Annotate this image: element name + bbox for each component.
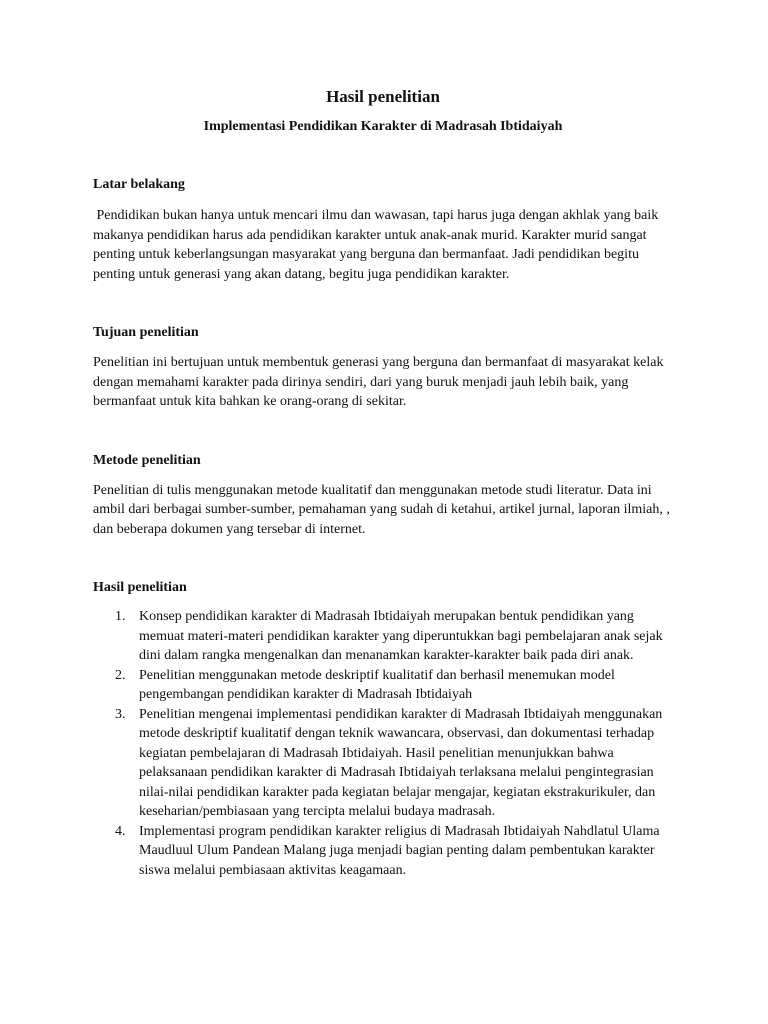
section-body-latar-belakang: Pendidikan bukan hanya untuk mencari ilmu dan wawasan, tapi harus juga dengan akhlak yang baik makanya pendidikan harus ada pendidikan karakter untuk anak-anak murid. Karakter murid sangat penting untuk keberlangsungan masyarakat yang berguna dan bermanfaat. Jadi pendidikan begitu penting untuk generasi yang akan datang, begitu juga pendidikan karakter.	[93, 208, 662, 282]
list-item	[93, 607, 673, 666]
section-heading-metode-penelitian: Metode penelitian	[93, 452, 201, 468]
result-list	[93, 607, 673, 880]
section-heading-latar-belakang: Latar belakang	[93, 177, 185, 192]
list-item-text: Penelitian menggunakan metode deskriptif kualitatif dan berhasil menemukan model pengembangan pendidikan karakter di Madrasah Ibtidaiyah	[139, 667, 615, 702]
section-body-tujuan-penelitian: Penelitian ini bertujuan untuk membentuk generasi yang berguna dan bermanfaat di masyarakat kelak dengan memahami karakter pada dirinya sendiri, dari yang buruk menjadi jauh lebih baik, yang bermanfaat untuk kita bahkan ke orang-orang di sekitar.	[93, 355, 664, 409]
document-title: Hasil penelitian	[326, 87, 440, 106]
section-heading-tujuan-penelitian: Tujuan penelitian	[93, 325, 199, 340]
list-item-number: 4.	[115, 823, 126, 839]
list-item	[93, 705, 673, 822]
document-subtitle: Implementasi Pendidikan Karakter di Madrasah Ibtidaiyah	[203, 119, 563, 134]
document-page	[93, 86, 673, 880]
section-heading-hasil-penelitian: Hasil penelitian	[93, 580, 187, 595]
list-item-number: 3.	[115, 706, 126, 722]
list-item-text: Konsep pendidikan karakter di Madrasah Ibtidaiyah merupakan bentuk pendidikan yang memuat materi-materi pendidikan karakter yang diperuntukkan bagi pembelajaran anak sejak dini dalam rangka mengenalkan dan menanamkan karakter-karakter baik pada diri anak.	[139, 609, 663, 663]
section-body-metode-penelitian: Penelitian di tulis menggunakan metode kualitatif dan menggunakan metode studi literatur. Data ini ambil dari berbagai sumber-sumber, pemahaman yang sudah di ketahui, artikel jurnal, laporan ilmiah, , dan beberapa dokumen yang tersebar di internet.	[93, 482, 670, 537]
list-item-number: 2.	[115, 667, 126, 683]
list-item-text: Implementasi program pendidikan karakter religius di Madrasah Ibtidaiyah Nahdlatul Ulama Maudluul Ulum Pandean Malang juga menjadi bagian penting dalam pembentukan karakter siswa melalui pembiasaan aktivitas keagamaan.	[139, 823, 660, 878]
list-item	[93, 666, 673, 705]
list-item-text: Penelitian mengenai implementasi pendidikan karakter di Madrasah Ibtidaiyah menggunakan metode deskriptif kualitatif dengan teknik wawancara, observasi, dan dokumentasi terhadap kegiatan pembelajaran di Madrasah Ibtidaiyah. Hasil penelitian menunjukkan bahwa pelaksanaan pendidikan karakter di Madrasah Ibtidaiyah terlaksana melalui pengintegrasian nilai-nilai pendidikan karakter pada kegiatan belajar mengajar, kegiatan ekstrakurikuler, dan keseharian/pembiasaan yang tercipta melalui budaya madrasah.	[139, 706, 663, 819]
list-item	[93, 822, 673, 881]
list-item-number: 1.	[115, 609, 126, 624]
